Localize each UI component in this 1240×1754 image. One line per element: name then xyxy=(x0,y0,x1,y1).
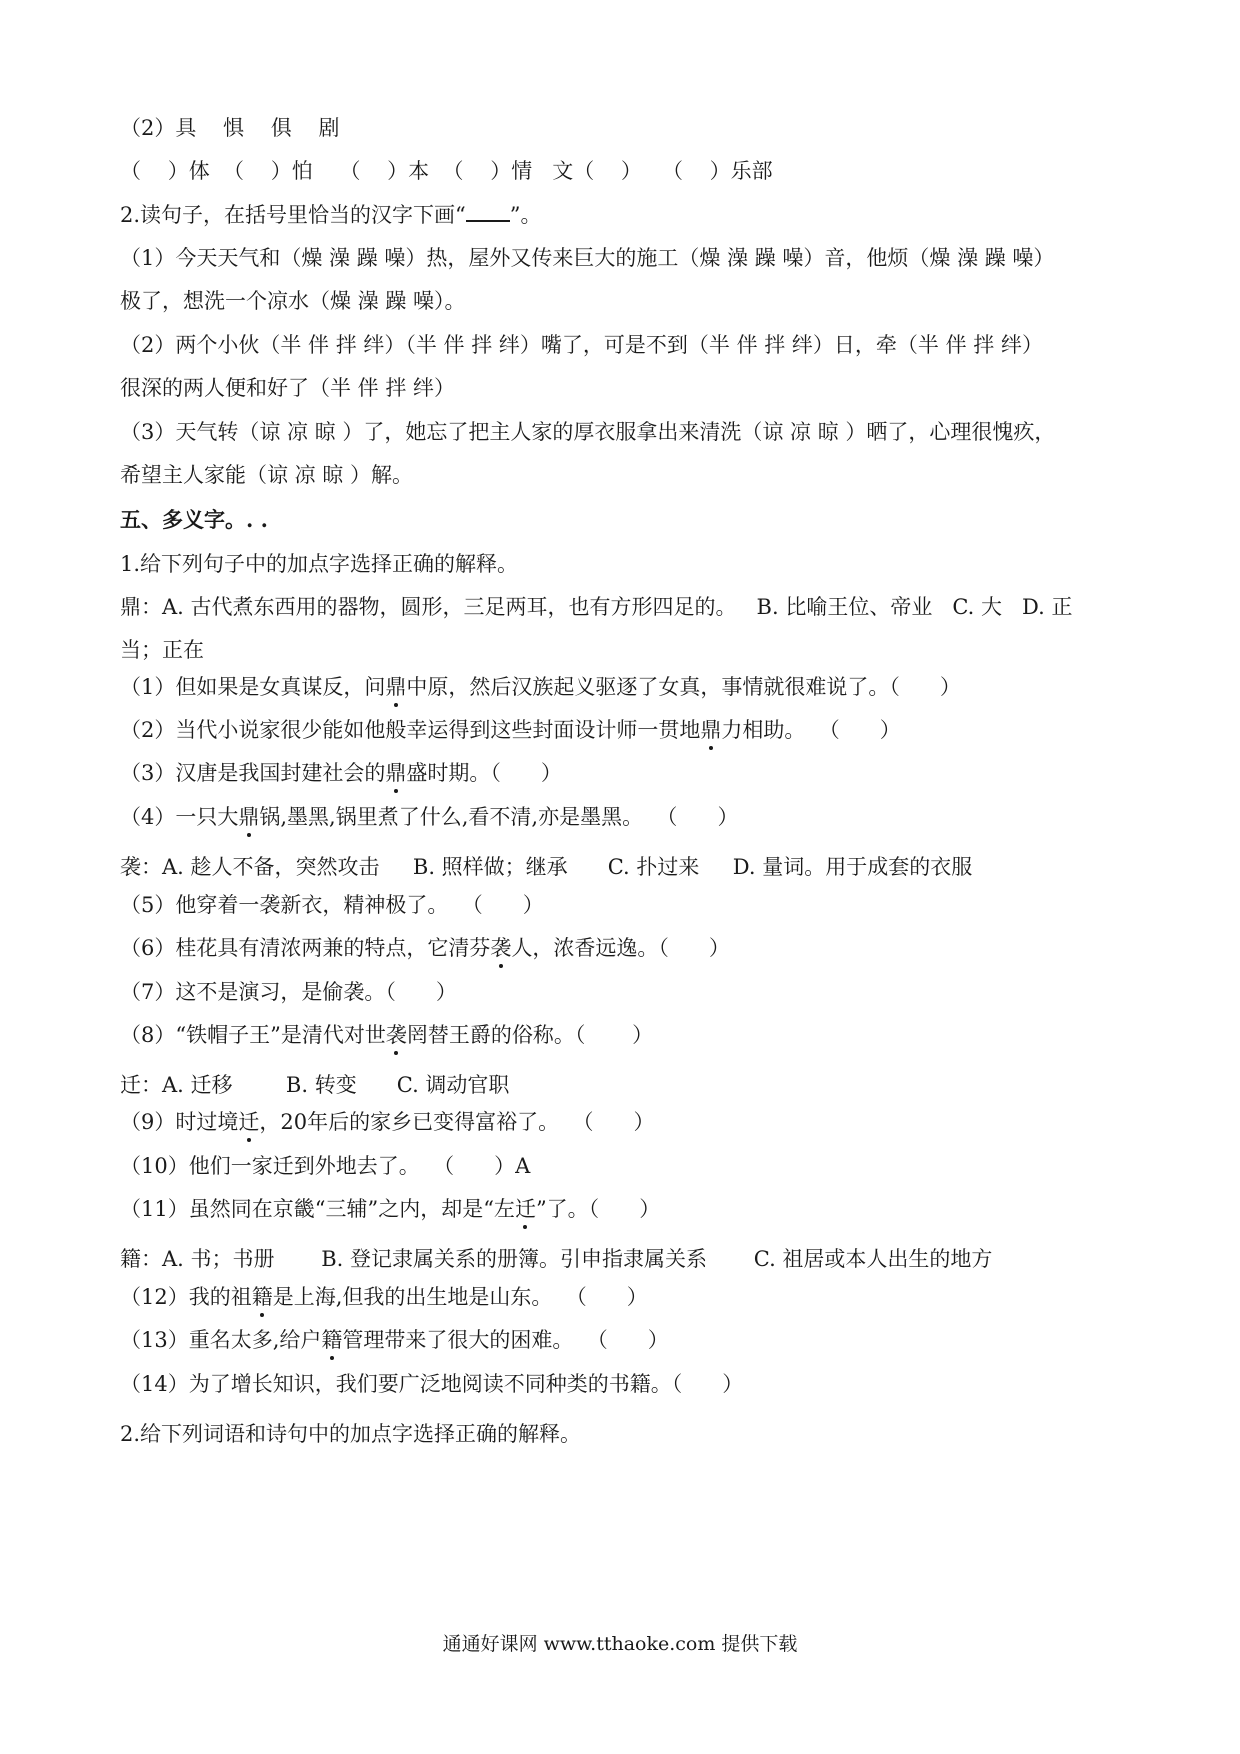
dotted-char: 籍 xyxy=(321,1328,343,1352)
ji-item-14: （14）为了增长知识，我们要广泛地阅读不同种类的书籍。（ ） xyxy=(120,1372,744,1396)
dotted-char: 迁 xyxy=(514,1197,536,1221)
qian-item-11: （11）虽然同在京畿“三辅”之内，却是“左迁”了。（ ） xyxy=(120,1197,661,1221)
section-5-q1: 1.给下列句子中的加点字选择正确的解释。 xyxy=(120,552,519,576)
question-2-text-end: ”。 xyxy=(509,203,542,227)
ji-item-12: （12）我的祖籍是上海,但我的出生地是山东。 （ ） xyxy=(120,1285,648,1309)
dotted-char: 袭 xyxy=(490,936,512,960)
ding-item-3: （3）汉唐是我国封建社会的鼎盛时期。（ ） xyxy=(120,761,562,785)
xi-item-8: （8）“铁帽子王”是清代对世袭罔替王爵的俗称。（ ） xyxy=(120,1023,654,1047)
xi-definitions: 袭：A. 趁人不备，突然攻击 B. 照样做；继承 C. 扑过来 D. 量词。用于成套的衣服 xyxy=(120,855,973,879)
question-2-text: 2.读句子，在括号里恰当的汉字下画“ xyxy=(120,203,466,227)
dotted-char: 袭 xyxy=(385,1023,407,1047)
dotted-char: 籍 xyxy=(251,1285,273,1309)
line-q1-2-chars: （2）具 惧 俱 剧 xyxy=(120,116,340,140)
line-q1-2-blanks: （ ）体 （ ）怕 （ ）本 （ ）情 文（ ） （ ）乐部 xyxy=(120,159,773,183)
q2-sentence-1b: 极了，想洗一个凉水（燥 澡 躁 噪）。 xyxy=(120,289,466,313)
q2-sentence-2a: （2）两个小伙（半 伴 拌 绊）（半 伴 拌 绊）嘴了，可是不到（半 伴 拌 绊）日，牵（半 伴 拌 绊） xyxy=(120,333,1043,357)
page-footer: 通通好课网 www.tthaoke.com 提供下载 xyxy=(442,1633,798,1655)
dotted-char: 鼎 xyxy=(385,761,407,785)
q2-sentence-2b: 很深的两人便和好了（半 伴 拌 绊） xyxy=(120,376,456,400)
q2-sentence-3b: 希望主人家能（谅 凉 晾 ）解。 xyxy=(120,463,414,487)
ding-definitions: 鼎：A. 古代煮东西用的器物，圆形，三足两耳，也有方形四足的。 B. 比喻王位、帝业 C. 大 D. 正 xyxy=(120,595,1073,619)
underline-sample xyxy=(466,202,510,222)
ding-item-4: （4）一只大鼎锅,墨黑,锅里煮了什么,看不清,亦是墨黑。 （ ） xyxy=(120,805,739,829)
qian-item-9: （9）时过境迁，20年后的家乡已变得富裕了。 （ ） xyxy=(120,1110,655,1134)
dotted-char: 鼎 xyxy=(700,718,722,742)
dotted-char: 迁 xyxy=(238,1110,260,1134)
q2-sentence-1a: （1）今天天气和（燥 澡 躁 噪）热，屋外又传来巨大的施工（燥 澡 躁 噪）音，他烦（燥 澡 躁 噪） xyxy=(120,246,1055,270)
question-2-heading xyxy=(120,201,1130,229)
xi-item-5: （5）他穿着一袭新衣，精神极了。 （ ） xyxy=(120,893,544,917)
ji-item-13: （13）重名太多,给户籍管理带来了很大的困难。 （ ） xyxy=(120,1328,669,1352)
ding-item-1: （1）但如果是女真谋反，问鼎中原，然后汉族起义驱逐了女真，事情就很难说了。（ ） xyxy=(120,675,961,699)
section-5-q2: 2.给下列词语和诗句中的加点字选择正确的解释。 xyxy=(120,1422,582,1446)
dotted-char: 鼎 xyxy=(385,675,407,699)
dotted-char: 鼎 xyxy=(238,805,260,829)
xi-item-7: （7）这不是演习，是偷袭。（ ） xyxy=(120,980,457,1004)
q2-sentence-3a: （3）天气转（谅 凉 晾 ）了，她忘了把主人家的厚衣服拿出来清洗（谅 凉 晾 ）晒了，心理很愧疚， xyxy=(120,420,1056,444)
xi-item-6: （6）桂花具有清浓两兼的特点，它清芬袭人，浓香远逸。（ ） xyxy=(120,936,730,960)
qian-item-10: （10）他们一家迁到外地去了。 （ ）A xyxy=(120,1154,531,1178)
ji-definitions: 籍：A. 书；书册 B. 登记隶属关系的册簿。引申指隶属关系 C. 祖居或本人出生的地方 xyxy=(120,1247,993,1271)
section-5-heading: 五、多义字。. . xyxy=(120,507,268,532)
ding-item-2: （2）当代小说家很少能如他般幸运得到这些封面设计师一贯地鼎力相助。 （ ） xyxy=(120,718,901,742)
ding-definitions-cont: 当；正在 xyxy=(120,638,204,662)
qian-definitions: 迁：A. 迁移 B. 转变 C. 调动官职 xyxy=(120,1073,510,1097)
